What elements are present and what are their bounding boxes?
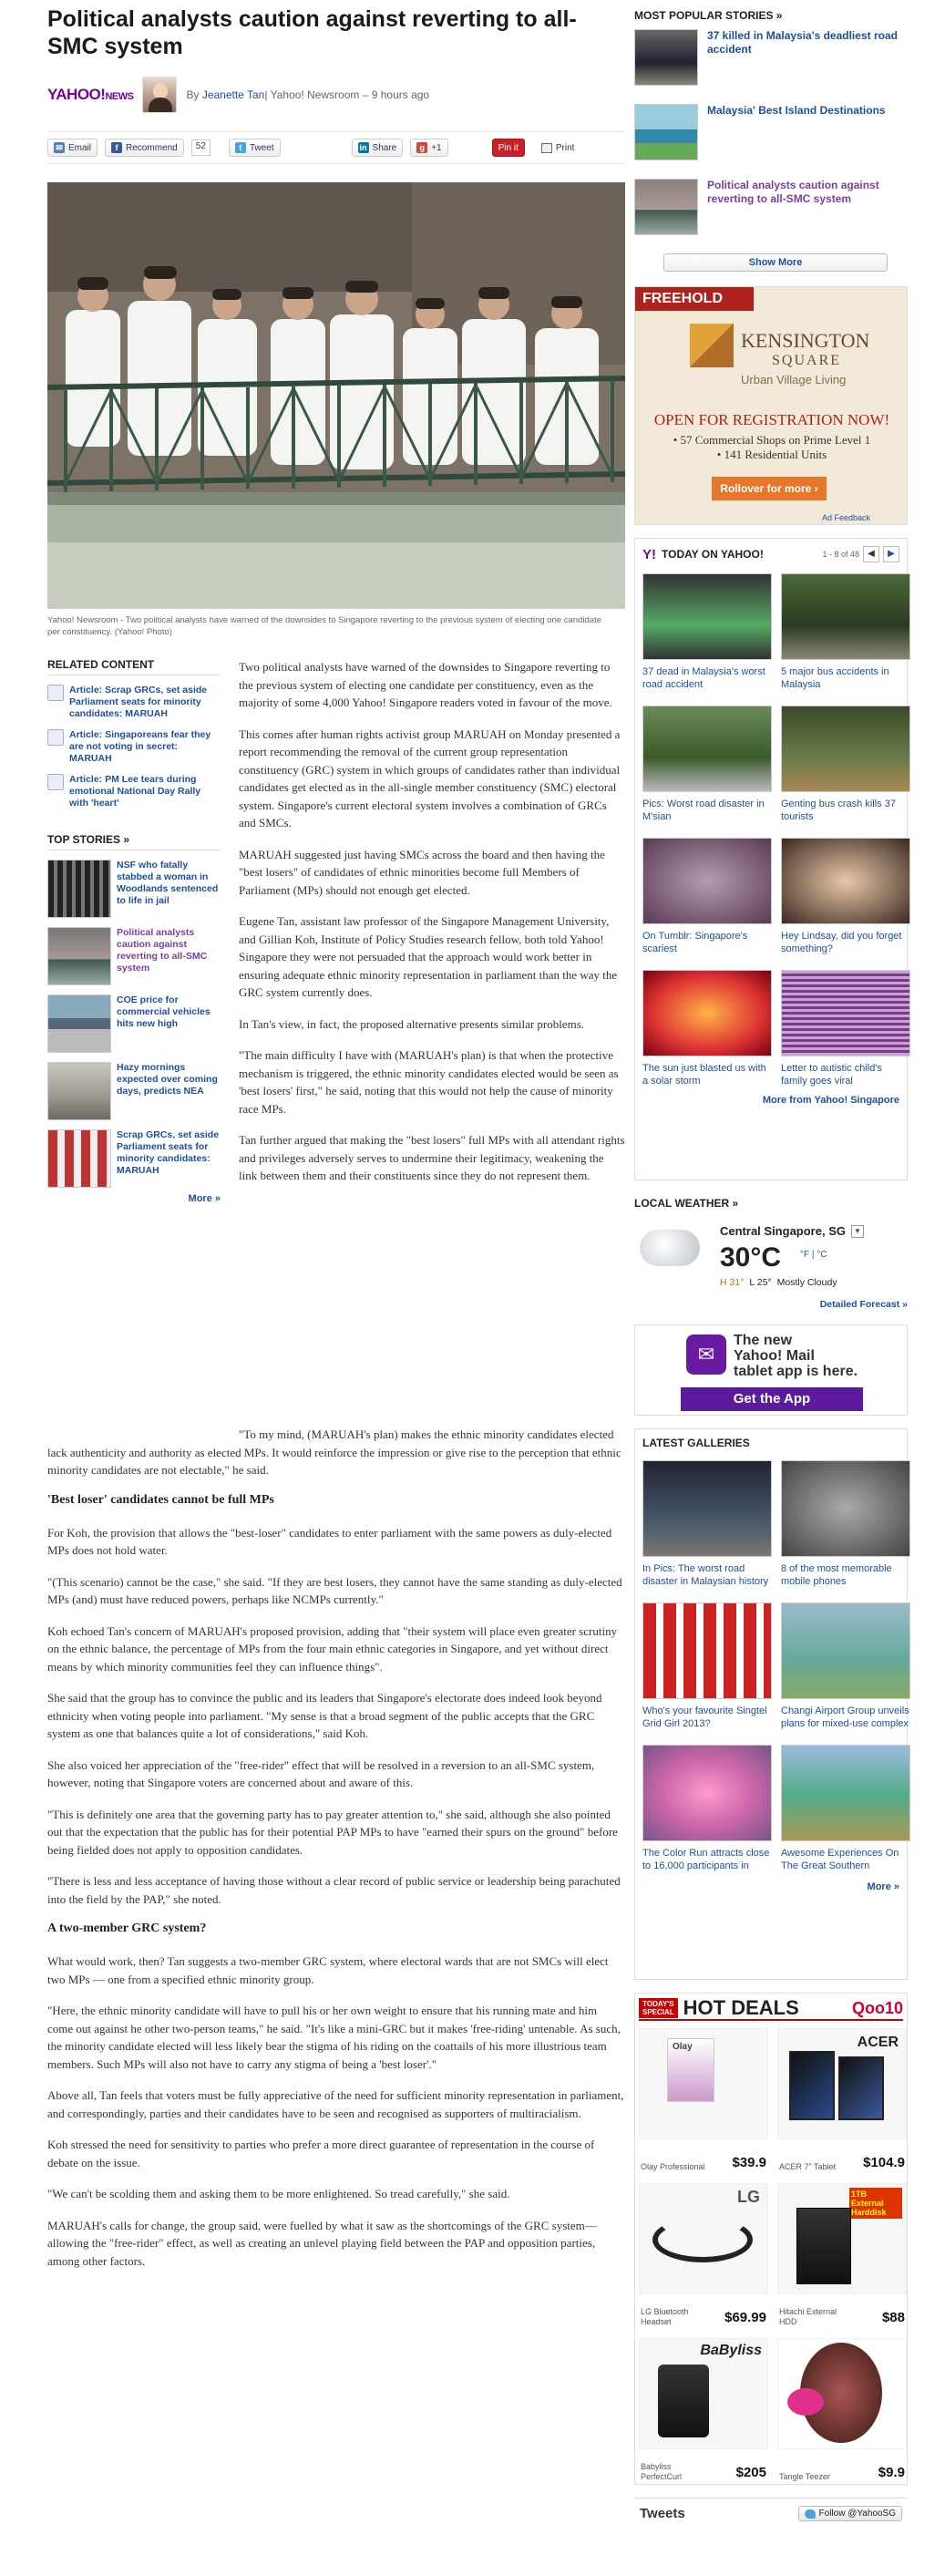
top-story-item[interactable] xyxy=(47,860,221,918)
deal-item[interactable] xyxy=(639,2338,768,2484)
related-item[interactable] xyxy=(47,774,221,809)
tweets-module xyxy=(634,2498,908,2529)
article-paragraph: "There is less and less acceptance of having those without a clear record of public service or leadership being parachuted into the field by the PAP," she noted. xyxy=(47,1874,621,1906)
gallery-item[interactable] xyxy=(781,1745,910,1872)
popular-item[interactable] xyxy=(634,104,917,168)
balcony-photo-illustration xyxy=(47,182,625,609)
related-link[interactable]: Article: Singaporeans fear they are not voting in secret: MARUAH xyxy=(69,729,211,764)
top-story-link[interactable]: Hazy mornings expected over coming days, predicts NEA xyxy=(117,1062,218,1097)
deal-item[interactable] xyxy=(639,2183,768,2329)
article-paragraph: "We can't be scolding them and asking them to be more enlightened. So tread carefully," she said. xyxy=(47,2187,510,2200)
linkedin-icon: in xyxy=(359,143,367,152)
galleries-grid xyxy=(642,1460,909,1872)
today-link[interactable]: The sun just blasted us with a solar storm xyxy=(642,1063,766,1087)
deal-image xyxy=(639,2028,768,2139)
detailed-forecast-link[interactable]: Detailed Forecast » xyxy=(819,1299,908,1310)
deal-image xyxy=(639,2338,768,2449)
today-item[interactable] xyxy=(781,706,910,823)
show-more-button[interactable]: Show More xyxy=(663,253,888,272)
article-paragraph: "Here, the ethnic minority candidate will have to pull his or her own weight to ensure that his running mate and him come out against he other two-person teams," he said. "It's like a mini-GRC but it makes 'free-riding' untenable. As such, the minority candidate elected will less likely bear the stigma of his riding on the coattails of his more illustrious team members. Such MPs will also not have to carry any stigma of being a 'best loser'." xyxy=(47,2004,621,2071)
deal-name: ACER 7" Tablet xyxy=(779,2162,837,2171)
twitter-icon: t xyxy=(235,142,246,153)
email-icon: ✉ xyxy=(54,142,65,153)
deal-item[interactable] xyxy=(639,2028,768,2174)
deal-image xyxy=(777,2028,907,2139)
article-text-column xyxy=(239,658,625,1199)
popular-link[interactable]: Political analysts caution against reverting to all-SMC system xyxy=(707,179,879,205)
article-paragraph: Koh echoed Tan's concern of MARUAH's proposed provision, adding that "their system will place even greater scrutiny on the ethnic balance, the percentage of MPs from the four main ethnic categories in Singapore, and yet without direct means by which minority communities feel they can influence things". xyxy=(47,1623,618,1674)
article-photo[interactable] xyxy=(47,182,625,609)
kensington-ad[interactable] xyxy=(634,286,908,525)
hot-deals-header xyxy=(639,1997,903,2021)
ad-line1: • 57 Commercial Shops on Prime Level 1 xyxy=(673,433,871,447)
galleries-heading: LATEST GALLERIES xyxy=(642,1437,750,1449)
prev-arrow-icon[interactable]: ◀ xyxy=(863,546,879,562)
today-item[interactable] xyxy=(642,573,772,691)
deal-product-shape xyxy=(652,2217,753,2262)
top-story-link[interactable]: NSF who fatally stabbed a woman in Woodlands sentenced to life in jail xyxy=(117,860,219,906)
related-heading: RELATED CONTENT xyxy=(47,658,221,675)
gallery-item[interactable] xyxy=(642,1602,772,1730)
email-button[interactable] xyxy=(47,139,98,157)
gallery-thumbnail xyxy=(781,1460,910,1557)
deal-product-shape xyxy=(658,2365,709,2437)
deals-grid xyxy=(639,2028,903,2484)
follow-label: Follow @YahooSG xyxy=(818,2509,896,2519)
article-paragraph: Tan further argued that making the "best losers" full MPs with all attendant rights and privileges adversely serves to undermine their legitimacy, weakening the link between them and their constituents since they do not represent them. xyxy=(239,1133,625,1182)
weather-location-row xyxy=(720,1224,864,1238)
deal-item[interactable] xyxy=(777,2338,907,2484)
article-paragraph: For Koh, the provision that allows the "best-loser" candidates to enter parliament with the same powers as duly-elected MPs does not hold water. xyxy=(47,1525,612,1557)
top-story-item[interactable] xyxy=(47,1129,221,1188)
today-thumbnail xyxy=(642,706,772,792)
gallery-link[interactable]: The Color Run attracts close to 16,000 participants in xyxy=(642,1848,770,1871)
popular-thumbnail xyxy=(634,179,698,235)
today-thumbnail xyxy=(781,970,910,1056)
mail-ad-line3: tablet app is here. xyxy=(734,1364,858,1379)
weather-location: Central Singapore, SG xyxy=(720,1224,846,1238)
linkedin-share-button[interactable] xyxy=(352,139,404,157)
deal-product-shape xyxy=(796,2208,851,2284)
deal-brand: BaByliss xyxy=(700,2343,762,2358)
deal-name: Hitachi External HDD xyxy=(779,2307,837,2326)
today-item[interactable] xyxy=(781,970,910,1087)
story-thumbnail xyxy=(47,1062,111,1120)
deal-brand: Olay xyxy=(673,2042,693,2052)
today-link[interactable]: Letter to autistic child's family goes viral xyxy=(781,1063,882,1087)
byline-source: | Yahoo! Newsroom – 9 hours ago xyxy=(264,88,430,101)
today-pager xyxy=(822,546,899,562)
today-header xyxy=(642,546,899,562)
today-link[interactable]: Genting bus crash kills 37 tourists xyxy=(781,799,896,822)
most-popular-heading[interactable]: MOST POPULAR STORIES » xyxy=(634,9,783,22)
yahoo-news-logo[interactable] xyxy=(47,86,133,104)
gallery-link[interactable]: Awesome Experiences On The Great Southern xyxy=(781,1848,899,1871)
today-item[interactable] xyxy=(781,838,910,955)
today-more-link[interactable]: More from Yahoo! Singapore xyxy=(762,1095,899,1106)
location-dropdown-icon[interactable]: ▼ xyxy=(851,1225,864,1238)
story-thumbnail xyxy=(47,860,111,918)
mail-ad-line1: The new xyxy=(734,1333,793,1348)
deal-product-shape xyxy=(838,2056,884,2120)
ad-open: OPEN FOR REGISTRATION NOW! xyxy=(653,411,890,428)
today-item[interactable] xyxy=(642,970,772,1087)
deal-price: $69.99 xyxy=(724,2310,766,2325)
yahoo-mail-ad[interactable] xyxy=(634,1324,908,1416)
subheading: 'Best loser' candidates cannot be full MPs xyxy=(47,1492,274,1507)
print-label: Print xyxy=(555,142,575,153)
article-paragraph: "The main difficulty I have with (MARUAH's plan) is that when the protective mechanism is triggered, the ethnic minority candidates elected would be seen as 'best losers' first," he said, noting that this would not help the cause of minority race MPs. xyxy=(239,1048,619,1116)
top-story-link[interactable]: COE price for commercial vehicles hits new high xyxy=(117,994,211,1029)
popular-link[interactable]: 37 killed in Malaysia's deadliest road accident xyxy=(707,29,898,56)
qoo10-logo: Qoo10 xyxy=(851,1998,903,2017)
cloud-icon xyxy=(640,1230,700,1266)
recommend-button[interactable] xyxy=(105,139,184,157)
gallery-thumbnail xyxy=(781,1602,910,1699)
top-story-item[interactable] xyxy=(47,1062,221,1120)
deal-image xyxy=(777,2183,907,2294)
gplus-button[interactable] xyxy=(410,139,447,157)
article-paragraph: MARUAH suggested just having SMCs across the board and then having the "best losers" of candidates of ethnic minorities become full Members of Parliament (MPs) should not enough get elected. xyxy=(239,847,605,897)
popular-item[interactable] xyxy=(634,29,917,93)
ad-tagline: Urban Village Living xyxy=(741,373,847,386)
weather-temp: 30°C xyxy=(720,1242,782,1273)
article-paragraph: She said that the group has to convince the public and its leaders that Singapore's electorate does indeed look beyond ethnicity when voting people into parliament. "My sense is that a broad segment of the public accepts that the GRC system as one that balances quite a lot of considerations," said Koh. xyxy=(47,1691,602,1740)
today-grid xyxy=(642,573,902,1087)
deal-price: $9.9 xyxy=(878,2465,905,2480)
deal-name: Tangle Teezer xyxy=(779,2472,830,2481)
article-paragraph: What would work, then? Tan suggests a two-member GRC system, where electoral wards that are not SMCs will elect two MPs — one from a specified ethnic minority group. xyxy=(47,1954,609,1986)
yahoo-y-icon: Y! xyxy=(642,546,656,562)
deal-name: LG Bluetooth Headset xyxy=(641,2307,689,2326)
article-paragraph: MARUAH's calls for change, the group said, were fuelled by what it saw as the shortcomings of the GRC system—allowing the "free-rider" effect, as well as creating an unlevel playing field between the PAP and opposition parties, among other factors. xyxy=(47,2218,597,2268)
galleries-more[interactable] xyxy=(642,1881,899,1892)
today-thumbnail xyxy=(642,970,772,1056)
hot-deals-ad[interactable] xyxy=(634,1993,908,2485)
ad-brand: KENSINGTON xyxy=(741,329,870,352)
deal-item[interactable] xyxy=(777,2183,907,2329)
article-icon xyxy=(47,685,64,701)
author-avatar xyxy=(142,77,177,113)
next-arrow-icon[interactable]: ▶ xyxy=(883,546,899,562)
gallery-thumbnail xyxy=(642,1602,772,1699)
deal-image xyxy=(639,2183,768,2294)
google-plus-icon: g xyxy=(416,142,427,153)
linkedin-label: Share xyxy=(372,142,397,153)
today-link[interactable]: 5 major bus accidents in Malaysia xyxy=(781,666,889,690)
deal-brand: 1TB External Harddisk xyxy=(849,2188,902,2219)
related-item[interactable] xyxy=(47,685,221,720)
weather-heading[interactable]: LOCAL WEATHER » xyxy=(634,1197,739,1210)
deal-image xyxy=(777,2338,907,2449)
gallery-thumbnail xyxy=(642,1745,772,1841)
weather-module xyxy=(634,1197,908,1315)
gallery-item[interactable] xyxy=(781,1602,910,1730)
badge-line1: TODAY'S xyxy=(642,2000,674,2008)
photo-caption: Yahoo! Newsroom - Two political analysts have warned of the downsides to Singapore reverting to the previous system of electing one candidate per constituency. (Yahoo! Photo) xyxy=(47,615,601,637)
gallery-link[interactable]: Changi Airport Group unveils plans for mixed-use complex xyxy=(781,1705,909,1729)
tweets-heading: Tweets xyxy=(640,2506,685,2521)
mail-ad-text xyxy=(734,1333,858,1379)
article-paragraph: Above all, Tan feels that voters must be fully appreciative of the need for sufficient minority representation in parliament, and correspondingly, parties and their candidates have to be seen and recognised as supporters of multiracialism. xyxy=(47,2088,624,2120)
print-button[interactable] xyxy=(541,143,575,153)
top-story-item[interactable] xyxy=(47,927,221,985)
top-story-link[interactable]: Political analysts caution against reverting to all-SMC system xyxy=(117,927,208,974)
article-icon xyxy=(47,729,64,746)
gallery-link[interactable]: In Pics: The worst road disaster in Malaysian history xyxy=(642,1563,769,1587)
weather-hilo xyxy=(720,1277,837,1288)
today-item[interactable] xyxy=(642,706,772,823)
rollover-button[interactable]: Rollover for more › xyxy=(712,477,827,500)
byline xyxy=(47,71,625,118)
weather-low: L 25° xyxy=(749,1277,772,1288)
todays-special-badge xyxy=(639,1998,678,2018)
weather-units[interactable]: °F | °C xyxy=(800,1250,827,1260)
today-thumbnail xyxy=(781,838,910,924)
mail-ad-line2: Yahoo! Mail xyxy=(734,1348,815,1364)
most-popular-module xyxy=(634,0,917,272)
tweet-button[interactable] xyxy=(229,139,281,157)
story-thumbnail xyxy=(47,927,111,985)
deal-price: $39.9 xyxy=(732,2155,766,2170)
gallery-thumbnail xyxy=(781,1745,910,1841)
ad-brand2: SQUARE xyxy=(772,353,842,368)
article-title: Political analysts caution against reverting to all-SMC system xyxy=(47,6,577,59)
today-link[interactable]: Pics: Worst road disaster in M'sian xyxy=(642,799,765,822)
twitter-bird-icon xyxy=(805,2509,816,2519)
deal-product-shape xyxy=(789,2051,835,2120)
related-item[interactable] xyxy=(47,729,221,765)
today-link[interactable]: On Tumblr: Singapore's scariest xyxy=(642,931,748,954)
kensington-logo xyxy=(690,324,734,367)
article-paragraph: "(This scenario) cannot be the case," she said. "If they are best losers, they cannot have the same standing as duly-elected MPs (and) must have reduced powers, perhaps like NCMPs currently." xyxy=(47,1574,622,1606)
galleries-more-link[interactable]: More » xyxy=(867,1881,899,1892)
article-paragraph: Eugene Tan, assistant law professor of the Singapore Management University, and Gillian Koh, Institute of Policy Studies research fellow, both told Yahoo! Singapore they were not persuaded that the approach would work better in ensuring adequate ethnic minority representation in parliament than the way the GRC system currently does. xyxy=(239,914,618,999)
article-paragraph: Two political analysts have warned of the downsides to Singapore reverting to the previous system of electing one candidate per constituency, even as the majority of some 4,000 Yahoo! Singapore readers voted in favour of the move. xyxy=(239,660,612,709)
follow-button[interactable] xyxy=(798,2506,902,2521)
gplus-label: +1 xyxy=(431,142,442,153)
today-counter: 1 - 8 of 48 xyxy=(822,550,859,559)
top-story-link[interactable]: Scrap GRCs, set aside Parliament seats for minority candidates: MARUAH xyxy=(117,1129,220,1176)
recommend-label: Recommend xyxy=(126,142,178,153)
article-paragraph: This comes after human rights activist group MARUAH on Monday presented a report recommending the removal of the current group representation constituency (GRC) system in which groups of candidates rather than individual candidates get elected as in the all-single member constituency (SMC) electoral system. Singapore's current electoral system involves a combination of GRCs and SMCs. xyxy=(239,726,621,829)
deal-price: $205 xyxy=(735,2465,766,2480)
article-fullwidth xyxy=(47,1426,625,2283)
related-link[interactable]: Article: Scrap GRCs, set aside Parliament seats for minority candidates: MARUAH xyxy=(69,685,208,719)
story-thumbnail xyxy=(47,994,111,1053)
galleries-module xyxy=(634,1428,908,1980)
deal-price: $88 xyxy=(881,2310,905,2325)
gallery-item[interactable] xyxy=(642,1460,772,1588)
pinit-button[interactable] xyxy=(492,139,525,157)
article-column xyxy=(47,0,625,2576)
logo-sub: NEWS xyxy=(105,91,134,102)
top-story-item[interactable] xyxy=(47,994,221,1053)
weather-high: H 31° xyxy=(720,1277,745,1288)
mail-envelope-icon: ✉ xyxy=(686,1334,726,1375)
today-heading: TODAY ON YAHOO! xyxy=(662,548,764,561)
gallery-item[interactable] xyxy=(781,1460,910,1588)
hot-deals-title: HOT DEALS xyxy=(683,1996,799,2019)
popular-thumbnail xyxy=(634,29,698,86)
more-link[interactable]: More » xyxy=(188,1193,221,1204)
today-module xyxy=(634,538,908,1180)
gallery-link[interactable]: 8 of the most memorable mobile phones xyxy=(781,1563,892,1587)
deal-item[interactable] xyxy=(777,2028,907,2174)
freehold-banner: FREEHOLD xyxy=(635,287,754,311)
deal-brand: LG xyxy=(737,2188,760,2206)
gallery-item[interactable] xyxy=(642,1745,772,1872)
get-the-app-button[interactable]: Get the App xyxy=(681,1387,863,1411)
deal-product-shape xyxy=(787,2388,824,2416)
weather-condition: Mostly Cloudy xyxy=(776,1277,837,1288)
facebook-icon: f xyxy=(111,142,122,153)
badge-line2: SPECIAL xyxy=(642,2008,674,2016)
today-thumbnail xyxy=(642,838,772,924)
pinit-label: Pin it xyxy=(498,142,519,153)
top-stories-heading[interactable]: TOP STORIES » xyxy=(47,833,221,850)
deal-price: $104.9 xyxy=(863,2155,905,2170)
related-sidebar xyxy=(47,658,221,1204)
story-thumbnail xyxy=(47,1129,111,1188)
deal-brand: ACER xyxy=(857,2035,899,2050)
article-paragraph: "To my mind, (MARUAH's plan) makes the ethnic minority candidates elected lack authenticity and authority as elected MPs. It would reinforce the impression or give rise to the perception that ethnic minority candidates are not electable," he said. xyxy=(47,1427,621,1477)
today-more[interactable] xyxy=(642,1095,899,1106)
logo-text: YAHOO! xyxy=(47,86,106,103)
share-bar xyxy=(47,131,625,164)
today-thumbnail xyxy=(781,573,910,660)
article-paragraph: In Tan's view, in fact, the proposed alternative presents similar problems. xyxy=(239,1016,585,1031)
ad-line2: • 141 Residential Units xyxy=(716,448,827,461)
article-paragraph: "This is definitely one area that the governing party has to pay greater attention to," she said, although she also pointed out that the expectation that the public has for their potential PAP MPs to have "earned their spurs on the ground" before being fielded does not apply to opposition candidates. xyxy=(47,1807,618,1857)
gallery-link[interactable]: Who's your favourite Singtel Grid Girl 2013? xyxy=(642,1705,767,1729)
today-title xyxy=(642,547,764,562)
recommend-count: 52 xyxy=(191,139,211,156)
today-link[interactable]: Hey Lindsay, did you forget something? xyxy=(781,931,902,954)
today-link[interactable]: 37 dead in Malaysia's worst road accident xyxy=(642,666,765,690)
subheading: A two-member GRC system? xyxy=(47,1922,207,1935)
today-item[interactable] xyxy=(642,838,772,955)
byline-by: By xyxy=(186,88,200,101)
today-thumbnail xyxy=(781,706,910,792)
tweet-label: Tweet xyxy=(249,142,274,153)
today-thumbnail xyxy=(642,573,772,660)
popular-link[interactable]: Malaysia' Best Island Destinations xyxy=(707,104,886,117)
article-paragraph: Koh stressed the need for sensitivity to parties who prefer a more direct guarantee of representation in the course of debate on the issue. xyxy=(47,2138,595,2169)
popular-thumbnail xyxy=(634,104,698,160)
top-stories-more[interactable] xyxy=(47,1193,221,1204)
gallery-thumbnail xyxy=(642,1460,772,1557)
deal-name: Babyliss PerfectCurl xyxy=(641,2462,683,2481)
deal-name: Olay Professional xyxy=(641,2162,705,2171)
popular-item[interactable] xyxy=(634,179,917,242)
author-link[interactable]: Jeanette Tan xyxy=(201,88,265,101)
ad-feedback[interactable]: Ad Feedback xyxy=(821,513,870,522)
right-rail xyxy=(634,0,917,2576)
related-link[interactable]: Article: PM Lee tears during emotional National Day Rally with 'heart' xyxy=(69,774,201,809)
today-item[interactable] xyxy=(781,573,910,691)
article-paragraph: She also voiced her appreciation of the "free-rider" effect that will be resolved in a reversion to an all-SMC system, however, noting that Singapore voters are concerned about and aware of this. xyxy=(47,1757,595,1789)
article-icon xyxy=(47,774,64,790)
print-icon xyxy=(541,143,552,153)
email-label: Email xyxy=(68,142,92,153)
